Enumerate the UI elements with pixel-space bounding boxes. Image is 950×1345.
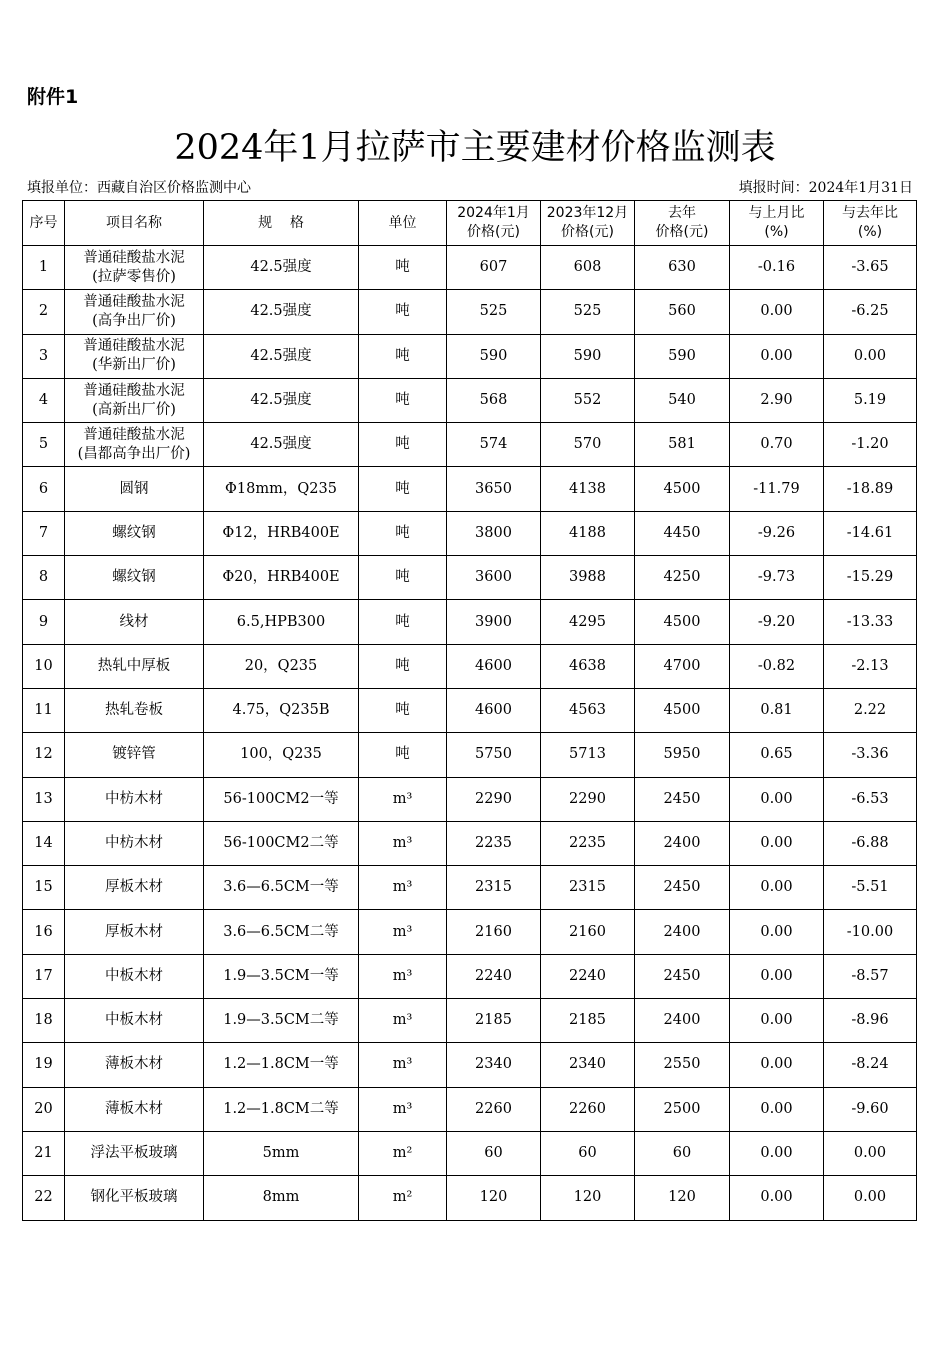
cell-price-current: 5750 [447, 733, 541, 777]
cell-price-current: 3600 [447, 556, 541, 600]
cell-spec: 56-100CM2二等 [204, 821, 359, 865]
cell-index: 19 [23, 1043, 65, 1087]
cell-name: 螺纹钢 [65, 556, 204, 600]
cell-name: 螺纹钢 [65, 511, 204, 555]
cell-yoy: -13.33 [824, 600, 917, 644]
cell-mom: 0.00 [730, 954, 824, 998]
cell-mom: 0.00 [730, 821, 824, 865]
cell-price-current: 2240 [447, 954, 541, 998]
cell-price-current: 2235 [447, 821, 541, 865]
cell-price-prev-month: 525 [541, 290, 635, 334]
cell-unit: m² [359, 1176, 447, 1220]
cell-name: 厚板木材 [65, 866, 204, 910]
cell-price-current: 2160 [447, 910, 541, 954]
table-row [23, 511, 917, 555]
cell-yoy: -5.51 [824, 866, 917, 910]
cell-unit: m³ [359, 821, 447, 865]
cell-name: 中板木材 [65, 954, 204, 998]
cell-price-last-year: 590 [635, 334, 730, 378]
cell-mom: -0.16 [730, 246, 824, 290]
cell-price-current: 120 [447, 1176, 541, 1220]
cell-unit: m³ [359, 866, 447, 910]
cell-price-current: 2315 [447, 866, 541, 910]
cell-spec: 1.9—3.5CM二等 [204, 999, 359, 1043]
cell-yoy: -8.57 [824, 954, 917, 998]
cell-price-prev-month: 2260 [541, 1087, 635, 1131]
cell-unit: m³ [359, 954, 447, 998]
cell-yoy: -6.25 [824, 290, 917, 334]
cell-yoy: -6.53 [824, 777, 917, 821]
cell-price-last-year: 560 [635, 290, 730, 334]
cell-unit: 吨 [359, 246, 447, 290]
cell-index: 16 [23, 910, 65, 954]
cell-yoy: -8.24 [824, 1043, 917, 1087]
cell-name: 浮法平板玻璃 [65, 1131, 204, 1175]
cell-yoy: -8.96 [824, 999, 917, 1043]
cell-price-prev-month: 3988 [541, 556, 635, 600]
header-price-current: 2024年1月 价格(元) [447, 201, 541, 246]
cell-price-current: 525 [447, 290, 541, 334]
cell-mom: -9.20 [730, 600, 824, 644]
cell-price-current: 4600 [447, 644, 541, 688]
cell-index: 12 [23, 733, 65, 777]
cell-spec: 6.5,HPB300 [204, 600, 359, 644]
cell-index: 13 [23, 777, 65, 821]
cell-name: 普通硅酸盐水泥 (拉萨零售价) [65, 246, 204, 290]
cell-price-last-year: 540 [635, 378, 730, 422]
cell-unit: 吨 [359, 644, 447, 688]
table-row [23, 600, 917, 644]
header-mom: 与上月比 (%) [730, 201, 824, 246]
cell-price-last-year: 4250 [635, 556, 730, 600]
cell-price-last-year: 2450 [635, 954, 730, 998]
cell-name: 钢化平板玻璃 [65, 1176, 204, 1220]
cell-yoy: -3.65 [824, 246, 917, 290]
cell-unit: 吨 [359, 378, 447, 422]
cell-mom: -11.79 [730, 467, 824, 511]
cell-price-last-year: 60 [635, 1131, 730, 1175]
cell-price-last-year: 581 [635, 423, 730, 467]
cell-unit: 吨 [359, 733, 447, 777]
cell-price-prev-month: 2290 [541, 777, 635, 821]
cell-yoy: -10.00 [824, 910, 917, 954]
cell-spec: 8mm [204, 1176, 359, 1220]
cell-yoy: -6.88 [824, 821, 917, 865]
cell-mom: 0.70 [730, 423, 824, 467]
cell-price-prev-month: 590 [541, 334, 635, 378]
table-row [23, 467, 917, 511]
cell-price-last-year: 4500 [635, 600, 730, 644]
cell-price-prev-month: 570 [541, 423, 635, 467]
cell-name: 普通硅酸盐水泥 (高争出厂价) [65, 290, 204, 334]
cell-price-current: 2185 [447, 999, 541, 1043]
cell-index: 8 [23, 556, 65, 600]
table-row [23, 1087, 917, 1131]
cell-price-last-year: 4450 [635, 511, 730, 555]
cell-mom: -9.26 [730, 511, 824, 555]
header-yoy: 与去年比 (%) [824, 201, 917, 246]
cell-yoy: 5.19 [824, 378, 917, 422]
cell-price-prev-month: 2235 [541, 821, 635, 865]
cell-unit: 吨 [359, 467, 447, 511]
reporting-unit: 填报单位：西藏自治区价格监测中心 [27, 180, 251, 196]
cell-spec: 1.2—1.8CM二等 [204, 1087, 359, 1131]
table-row [23, 688, 917, 732]
table-row [23, 1043, 917, 1087]
cell-unit: m³ [359, 1087, 447, 1131]
cell-yoy: -14.61 [824, 511, 917, 555]
cell-price-last-year: 120 [635, 1176, 730, 1220]
cell-name: 普通硅酸盐水泥 (昌都高争出厂价) [65, 423, 204, 467]
cell-spec: 5mm [204, 1131, 359, 1175]
cell-name: 普通硅酸盐水泥 (高新出厂价) [65, 378, 204, 422]
cell-price-last-year: 2450 [635, 777, 730, 821]
cell-price-current: 590 [447, 334, 541, 378]
cell-name: 圆钢 [65, 467, 204, 511]
cell-mom: 0.00 [730, 1176, 824, 1220]
cell-unit: 吨 [359, 688, 447, 732]
cell-price-prev-month: 608 [541, 246, 635, 290]
cell-index: 17 [23, 954, 65, 998]
table-row [23, 378, 917, 422]
cell-price-prev-month: 4188 [541, 511, 635, 555]
cell-mom: 0.00 [730, 334, 824, 378]
page-title: 2024年1月拉萨市主要建材价格监测表 [174, 128, 776, 168]
table-row [23, 910, 917, 954]
cell-spec: 42.5强度 [204, 334, 359, 378]
cell-price-prev-month: 2160 [541, 910, 635, 954]
cell-spec: 100，Q235 [204, 733, 359, 777]
cell-mom: 0.00 [730, 1131, 824, 1175]
header-unit: 单位 [359, 201, 447, 246]
cell-price-prev-month: 4295 [541, 600, 635, 644]
cell-spec: 42.5强度 [204, 246, 359, 290]
cell-spec: 42.5强度 [204, 290, 359, 334]
cell-yoy: 0.00 [824, 334, 917, 378]
cell-mom: 0.00 [730, 999, 824, 1043]
table-row [23, 821, 917, 865]
table-row [23, 777, 917, 821]
header-price-prev-month: 2023年12月 价格(元) [541, 201, 635, 246]
cell-mom: 2.90 [730, 378, 824, 422]
cell-price-current: 568 [447, 378, 541, 422]
cell-unit: 吨 [359, 423, 447, 467]
cell-spec: 56-100CM2一等 [204, 777, 359, 821]
cell-price-prev-month: 4138 [541, 467, 635, 511]
cell-mom: 0.00 [730, 866, 824, 910]
cell-name: 中枋木材 [65, 821, 204, 865]
attachment-label: 附件1 [27, 86, 79, 108]
cell-index: 5 [23, 423, 65, 467]
table-body [23, 246, 917, 1221]
cell-price-prev-month: 2340 [541, 1043, 635, 1087]
cell-index: 7 [23, 511, 65, 555]
cell-mom: 0.00 [730, 1043, 824, 1087]
cell-name: 厚板木材 [65, 910, 204, 954]
cell-price-last-year: 2400 [635, 821, 730, 865]
cell-name: 中板木材 [65, 999, 204, 1043]
cell-price-last-year: 4500 [635, 467, 730, 511]
table-row [23, 954, 917, 998]
cell-index: 3 [23, 334, 65, 378]
cell-mom: -9.73 [730, 556, 824, 600]
table-row [23, 1176, 917, 1220]
cell-yoy: -18.89 [824, 467, 917, 511]
cell-spec: Φ12，HRB400E [204, 511, 359, 555]
cell-yoy: -9.60 [824, 1087, 917, 1131]
cell-spec: 3.6—6.5CM二等 [204, 910, 359, 954]
cell-price-current: 4600 [447, 688, 541, 732]
price-table [22, 200, 917, 1221]
cell-price-prev-month: 2185 [541, 999, 635, 1043]
cell-name: 热轧中厚板 [65, 644, 204, 688]
cell-index: 20 [23, 1087, 65, 1131]
cell-index: 9 [23, 600, 65, 644]
cell-price-current: 60 [447, 1131, 541, 1175]
cell-price-last-year: 2450 [635, 866, 730, 910]
table-row [23, 733, 917, 777]
cell-index: 4 [23, 378, 65, 422]
cell-price-current: 2260 [447, 1087, 541, 1131]
table-row [23, 334, 917, 378]
cell-price-last-year: 2400 [635, 910, 730, 954]
cell-yoy: -15.29 [824, 556, 917, 600]
header-name: 项目名称 [65, 201, 204, 246]
cell-spec: 4.75，Q235B [204, 688, 359, 732]
cell-mom: 0.00 [730, 290, 824, 334]
reporting-time: 填报时间：2024年1月31日 [738, 180, 913, 196]
cell-price-last-year: 5950 [635, 733, 730, 777]
cell-mom: 0.81 [730, 688, 824, 732]
cell-unit: 吨 [359, 556, 447, 600]
cell-unit: m³ [359, 1043, 447, 1087]
cell-price-prev-month: 2240 [541, 954, 635, 998]
cell-name: 中枋木材 [65, 777, 204, 821]
cell-price-current: 3900 [447, 600, 541, 644]
cell-price-current: 2290 [447, 777, 541, 821]
cell-name: 薄板木材 [65, 1087, 204, 1131]
cell-yoy: -3.36 [824, 733, 917, 777]
cell-price-current: 2340 [447, 1043, 541, 1087]
cell-price-last-year: 4500 [635, 688, 730, 732]
cell-spec: Φ18mm，Q235 [204, 467, 359, 511]
cell-unit: 吨 [359, 290, 447, 334]
cell-spec: 1.9—3.5CM一等 [204, 954, 359, 998]
table-row [23, 246, 917, 290]
cell-price-last-year: 630 [635, 246, 730, 290]
cell-mom: 0.00 [730, 1087, 824, 1131]
cell-price-current: 3800 [447, 511, 541, 555]
cell-index: 2 [23, 290, 65, 334]
cell-name: 线材 [65, 600, 204, 644]
header-index: 序号 [23, 201, 65, 246]
cell-price-prev-month: 120 [541, 1176, 635, 1220]
cell-price-prev-month: 4638 [541, 644, 635, 688]
cell-price-prev-month: 4563 [541, 688, 635, 732]
cell-index: 11 [23, 688, 65, 732]
cell-yoy: -2.13 [824, 644, 917, 688]
cell-price-prev-month: 552 [541, 378, 635, 422]
cell-name: 镀锌管 [65, 733, 204, 777]
cell-index: 10 [23, 644, 65, 688]
cell-price-last-year: 4700 [635, 644, 730, 688]
cell-index: 6 [23, 467, 65, 511]
cell-spec: 20，Q235 [204, 644, 359, 688]
cell-yoy: 0.00 [824, 1131, 917, 1175]
cell-index: 22 [23, 1176, 65, 1220]
header-price-last-year: 去年 价格(元) [635, 201, 730, 246]
cell-spec: 42.5强度 [204, 423, 359, 467]
cell-name: 热轧卷板 [65, 688, 204, 732]
table-row [23, 290, 917, 334]
cell-mom: -0.82 [730, 644, 824, 688]
cell-price-current: 574 [447, 423, 541, 467]
cell-yoy: 0.00 [824, 1176, 917, 1220]
header-spec: 规 格 [204, 201, 359, 246]
cell-unit: m³ [359, 910, 447, 954]
table-row [23, 556, 917, 600]
table-row [23, 644, 917, 688]
table-header-row [23, 201, 917, 246]
cell-yoy: 2.22 [824, 688, 917, 732]
cell-spec: 1.2—1.8CM一等 [204, 1043, 359, 1087]
cell-mom: 0.65 [730, 733, 824, 777]
cell-spec: Φ20，HRB400E [204, 556, 359, 600]
cell-price-prev-month: 60 [541, 1131, 635, 1175]
cell-index: 14 [23, 821, 65, 865]
cell-unit: 吨 [359, 600, 447, 644]
cell-price-current: 607 [447, 246, 541, 290]
cell-index: 1 [23, 246, 65, 290]
cell-unit: m³ [359, 777, 447, 821]
cell-index: 18 [23, 999, 65, 1043]
cell-price-prev-month: 5713 [541, 733, 635, 777]
cell-price-last-year: 2500 [635, 1087, 730, 1131]
cell-name: 薄板木材 [65, 1043, 204, 1087]
cell-spec: 42.5强度 [204, 378, 359, 422]
cell-price-current: 3650 [447, 467, 541, 511]
cell-price-last-year: 2550 [635, 1043, 730, 1087]
cell-mom: 0.00 [730, 910, 824, 954]
cell-unit: m³ [359, 999, 447, 1043]
table-row [23, 1131, 917, 1175]
cell-price-last-year: 2400 [635, 999, 730, 1043]
table-row [23, 999, 917, 1043]
cell-index: 15 [23, 866, 65, 910]
cell-unit: 吨 [359, 334, 447, 378]
cell-unit: m² [359, 1131, 447, 1175]
cell-yoy: -1.20 [824, 423, 917, 467]
cell-index: 21 [23, 1131, 65, 1175]
table-row [23, 866, 917, 910]
cell-mom: 0.00 [730, 777, 824, 821]
table-row [23, 423, 917, 467]
cell-name: 普通硅酸盐水泥 (华新出厂价) [65, 334, 204, 378]
cell-spec: 3.6—6.5CM一等 [204, 866, 359, 910]
cell-price-prev-month: 2315 [541, 866, 635, 910]
cell-unit: 吨 [359, 511, 447, 555]
